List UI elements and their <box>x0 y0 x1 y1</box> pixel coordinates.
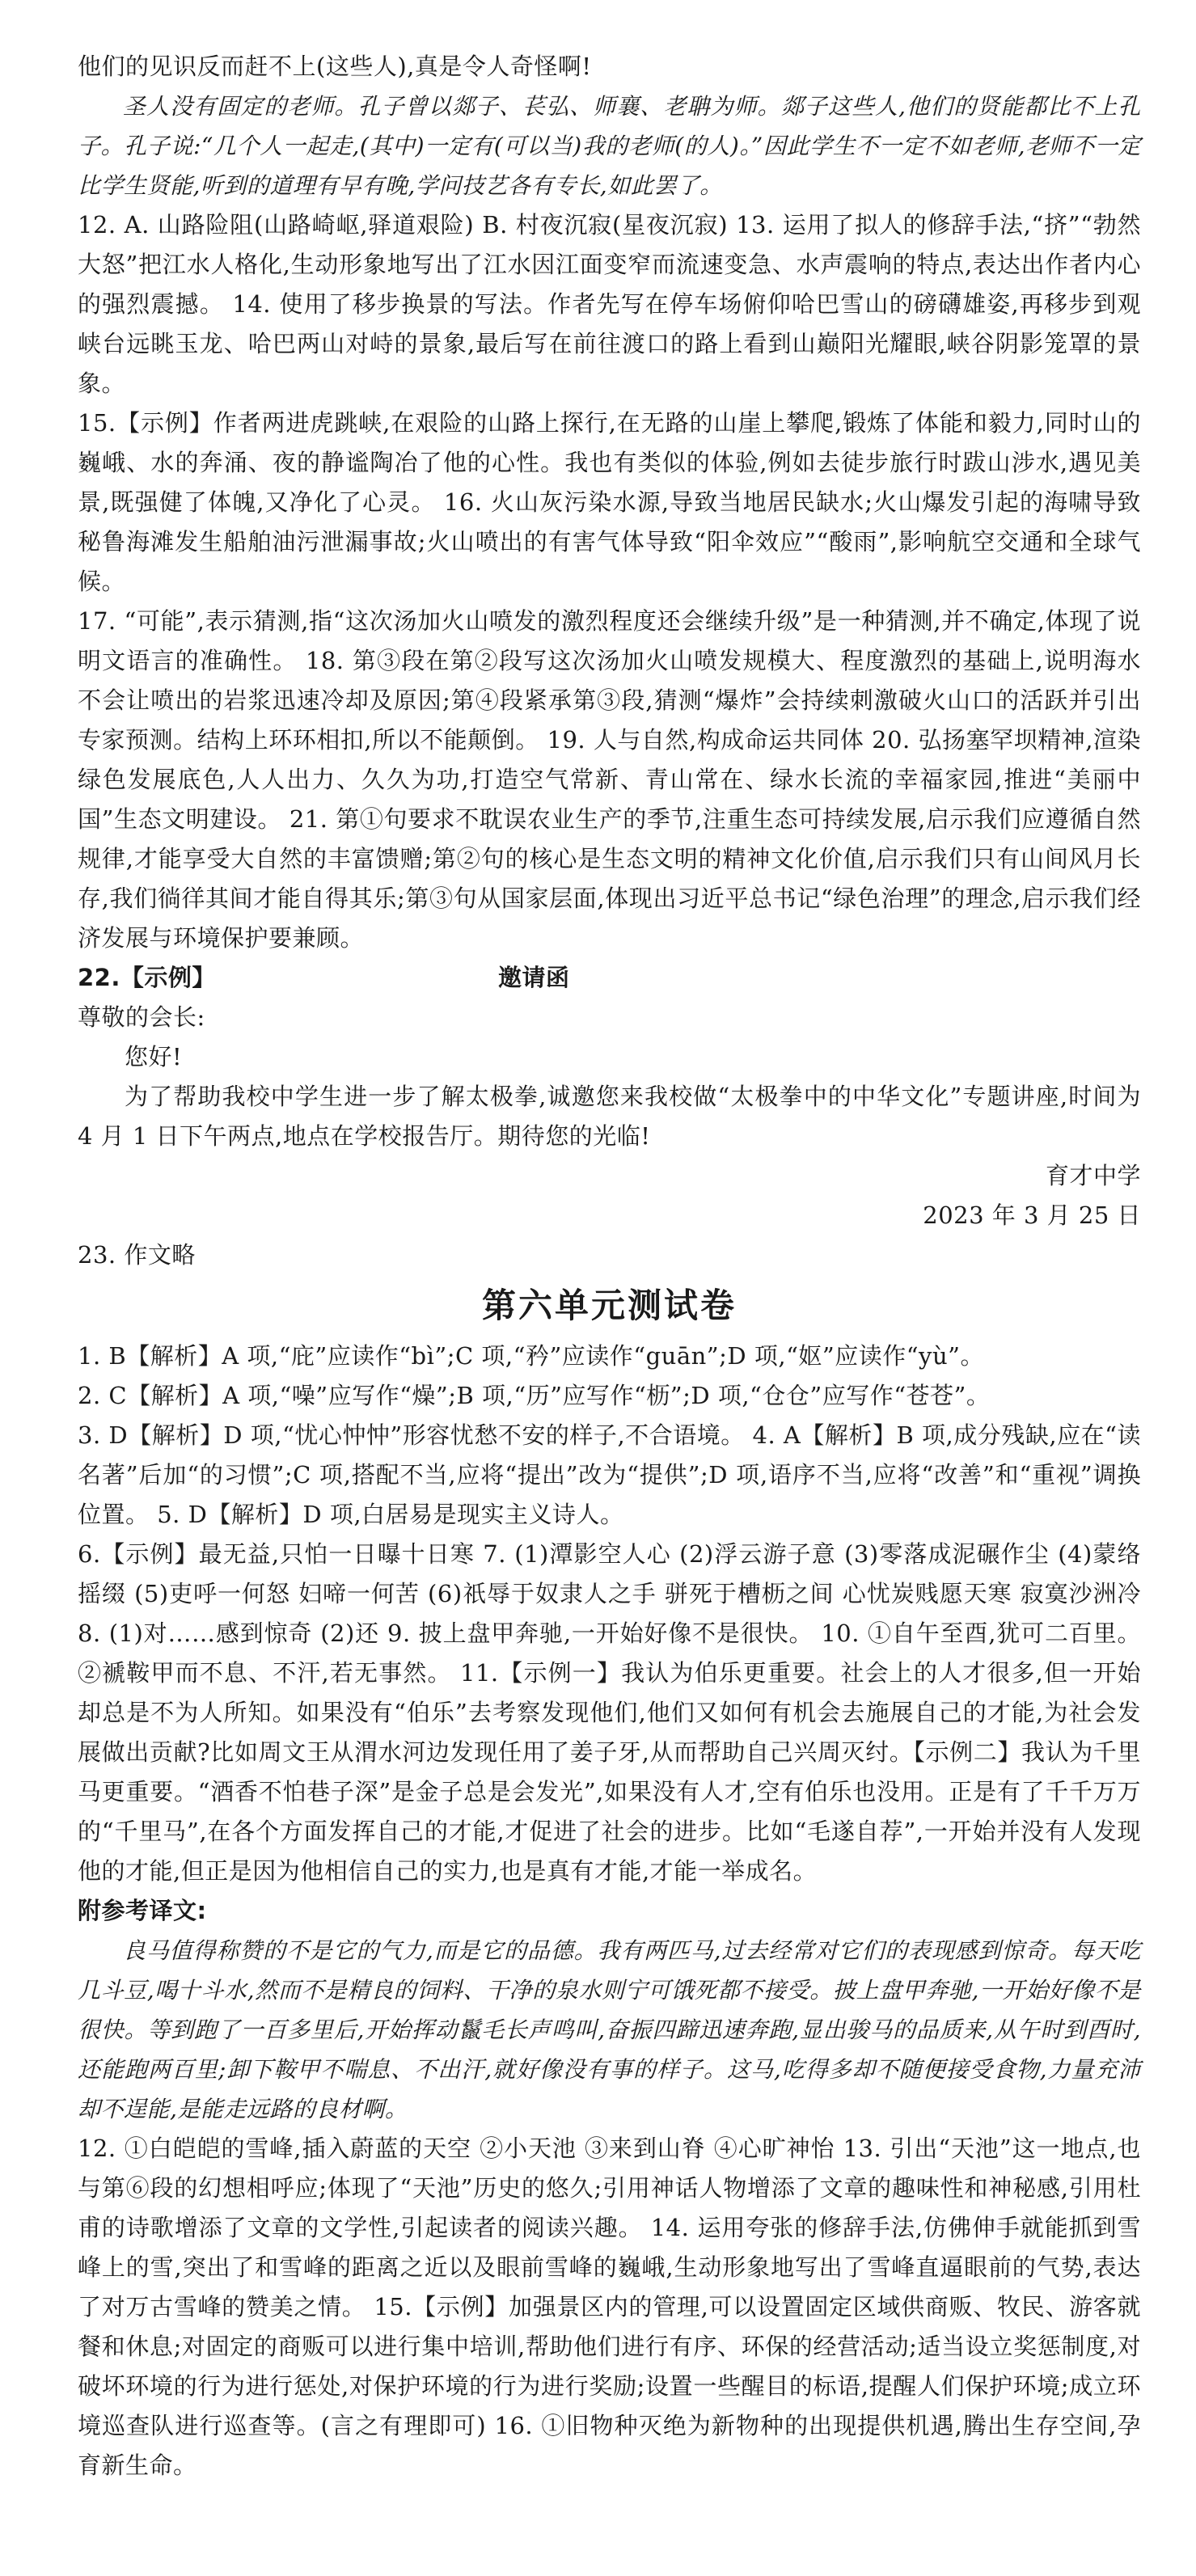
answer-23: 23. 作文略 <box>78 1241 196 1269</box>
letter-greeting: 您好! <box>125 1043 183 1071</box>
unit6-q3-5: 3. D【解析】D 项,“忧心忡忡”形容忧愁不安的样子,不合语境。 4. A【解析】B 项,成分残缺,应在“读名著”后加“的习惯”;C 项,搭配不当,应将“提出”改为“提供”;D 项,语序不当,应将“改善”和“重视”调换位置。 5. D【解析】D 项,白居易是现实主义诗人。 <box>78 1421 1141 1528</box>
unit6-q6-11: 6.【示例】最无益,只怕一日曝十日寒 7. (1)潭影空人心 (2)浮云游子意 (3)零落成泥碾作尘 (4)蒙络摇缀 (5)吏呼一何怒 妇啼一何苦 (6)祇辱于奴隶人之手 骈死于槽枥之间 心忧炭贱愿天寒 寂寞沙洲冷 8. (1)对……感到惊奇 (2)还 9. 披上盘甲奔驰,一开始好像不是很快。 10. ①自午至酉,犹可二百里。②褫鞍甲而不息、不汗,若无事然。 11.【示例一】我认为伯乐更重要。社会上的人才很多,但一开始却总是不为人所知。如果没有“伯乐”去考察发现他们,他们又如何有机会去施展自己的才能,为社会发展做出贡献?比如周文王从渭水河边发现任用了姜子牙,从而帮助自己兴周灭纣。【示例二】我认为千里马更重要。“酒香不怕巷子深”是金子总是会发光”,如果没有人才,空有伯乐也没用。正是有了千千万万的“千里马”,在各个方面发挥自己的才能,才促进了社会的进步。比如“毛遂自荐”,一开始并没有人发现他的才能,但正是因为他相信自己的实力,也是真有才能,才能一举成名。 <box>78 1540 1141 1885</box>
letter-salutation: 尊敬的会长: <box>78 1003 205 1031</box>
reference-translation-text: 良马值得称赞的不是它的气力,而是它的品德。我有两匹马,过去经常对它们的表现感到惊奇。每天吃几斗豆,喝十斗水,然而不是精良的饲料、干净的泉水则宁可饿死都不接受。披上盘甲奔驰,一开始好像不是很快。等到跑了一百多里后,开始挥动鬣毛长声鸣叫,奋振四蹄迅速奔跑,显出骏马的品质来,从午时到酉时,还能跑两百里;卸下鞍甲不喘息、不出汗,就好像没有事的样子。这马,吃得多却不随便接受食物,力量充沛却不逞能,是能走远路的良材啊。 <box>78 1937 1141 2122</box>
letter-date: 2023 年 3 月 25 日 <box>923 1201 1141 1229</box>
translation-paragraph-teacher: 圣人没有固定的老师。孔子曾以郯子、苌弘、师襄、老聃为师。郯子这些人,他们的贤能都比不上孔子。孔子说:“几个人一起走,(其中)一定有(可以当)我的老师(的人)。”因此学生不一定不如老师,老师不一定比学生贤能,听到的道理有早有晚,学问技艺各有专长,如此罢了。 <box>78 93 1141 199</box>
answer-22-label: 22.【示例】 <box>78 964 216 991</box>
reference-translation-label: 附参考译文: <box>78 1897 207 1924</box>
unit6-q1: 1. B【解析】A 项,“庇”应读作“bì”;C 项,“矜”应读作“guān”;D 项,“妪”应读作“yù”。 <box>78 1342 984 1370</box>
unit6-q2: 2. C【解析】A 项,“噪”应写作“燥”;B 项,“历”应写作“枥”;D 项,“仓仓”应写作“苍苍”。 <box>78 1382 991 1409</box>
translation-continued-line: 他们的见识反而赶不上(这些人),真是令人奇怪啊! <box>78 53 592 80</box>
letter-body: 为了帮助我校中学生进一步了解太极拳,诚邀您来我校做“太极拳中的中华文化”专题讲座,时间为 4 月 1 日下午两点,地点在学校报告厅。期待您的光临! <box>78 1083 1141 1150</box>
letter-signature: 育才中学 <box>1045 1162 1141 1189</box>
answers-15-16: 15.【示例】作者两进虎跳峡,在艰险的山路上探行,在无路的山崖上攀爬,锻炼了体能和毅力,同时山的巍峨、水的奔涌、夜的静谧陶冶了他的心性。我也有类似的体验,例如去徒步旅行时跋山涉水,遇见美景,既强健了体魄,又净化了心灵。 16. 火山灰污染水源,导致当地居民缺水;火山爆发引起的海啸导致秘鲁海滩发生船舶油污泄漏事故;火山喷出的有害气体导致“阳伞效应”“酸雨”,影响航空交通和全球气候。 <box>78 409 1141 595</box>
answers-12-14: 12. A. 山路险阻(山路崎岖,驿道艰险) B. 村夜沉寂(星夜沉寂) 13. 运用了拟人的修辞手法,“挤”“勃然大怒”把江水人格化,生动形象地写出了江水因江面变窄而流速变急、水声震响的特点,表达出作者内心的强烈震撼。 14. 使用了移步换景的写法。作者先写在停车场俯仰哈巴雪山的磅礴雄姿,再移步到观峡台远眺玉龙、哈巴两山对峙的景象,最后写在前往渡口的路上看到山巅阳光耀眼,峡谷阴影笼罩的景象。 <box>78 211 1141 397</box>
answer-22-header <box>78 958 1141 998</box>
unit6-q12-16: 12. ①白皑皑的雪峰,插入蔚蓝的天空 ②小天池 ③来到山脊 ④心旷神怡 13. 引出“天池”这一地点,也与第⑥段的幻想相呼应;体现了“天池”历史的悠久;引用神话人物增添了文章的趣味性和神秘感,引用杜甫的诗歌增添了文章的文学性,引起读者的阅读兴趣。 14. 运用夸张的修辞手法,仿佛伸手就能抓到雪峰上的雪,突出了和雪峰的距离之近以及眼前雪峰的巍峨,生动形象地写出了雪峰直逼眼前的气势,表达了对万古雪峰的赞美之情。 15.【示例】加强景区内的管理,可以设置固定区域供商贩、牧民、游客就餐和休息;对固定的商贩可以进行集中培训,帮助他们进行有序、环保的经营活动;适当设立奖惩制度,对破坏环境的行为进行惩处,对保护环境的行为进行奖励;设置一些醒目的标语,提醒人们保护环境;成立环境巡查队进行巡查等。(言之有理即可) 16. ①旧物种灭绝为新物种的出现提供机遇,腾出生存空间,孕育新生命。 <box>78 2135 1141 2479</box>
letter-title: 邀请函 <box>498 964 570 991</box>
unit6-title: 第六单元测试卷 <box>481 1286 737 1325</box>
answers-17-21: 17. “可能”,表示猜测,指“这次汤加火山喷发的激烈程度还会继续升级”是一种猜测,并不确定,体现了说明文语言的准确性。 18. 第③段在第②段写这次汤加火山喷发规模大、程度激烈的基础上,说明海水不会让喷出的岩浆迅速冷却及原因;第④段紧承第③段,猜测“爆炸”会持续刺激破火山口的活跃并引出专家预测。结构上环环相扣,所以不能颠倒。 19. 人与自然,构成命运共同体 20. 弘扬塞罕坝精神,渲染绿色发展底色,人人出力、久久为功,打造空气常新、青山常在、绿水长流的幸福家园,推进“美丽中国”生态文明建设。 21. 第①句要求不耽误农业生产的季节,注重生态可持续发展,启示我们应遵循自然规律,才能享受大自然的丰富馈赠;第②句的核心是生态文明的精神文化价值,启示我们只有山间风月长存,我们徜徉其间才能自得其乐;第③句从国家层面,体现出习近平总书记“绿色治理”的理念,启示我们经济发展与环境保护要兼顾。 <box>78 607 1141 952</box>
